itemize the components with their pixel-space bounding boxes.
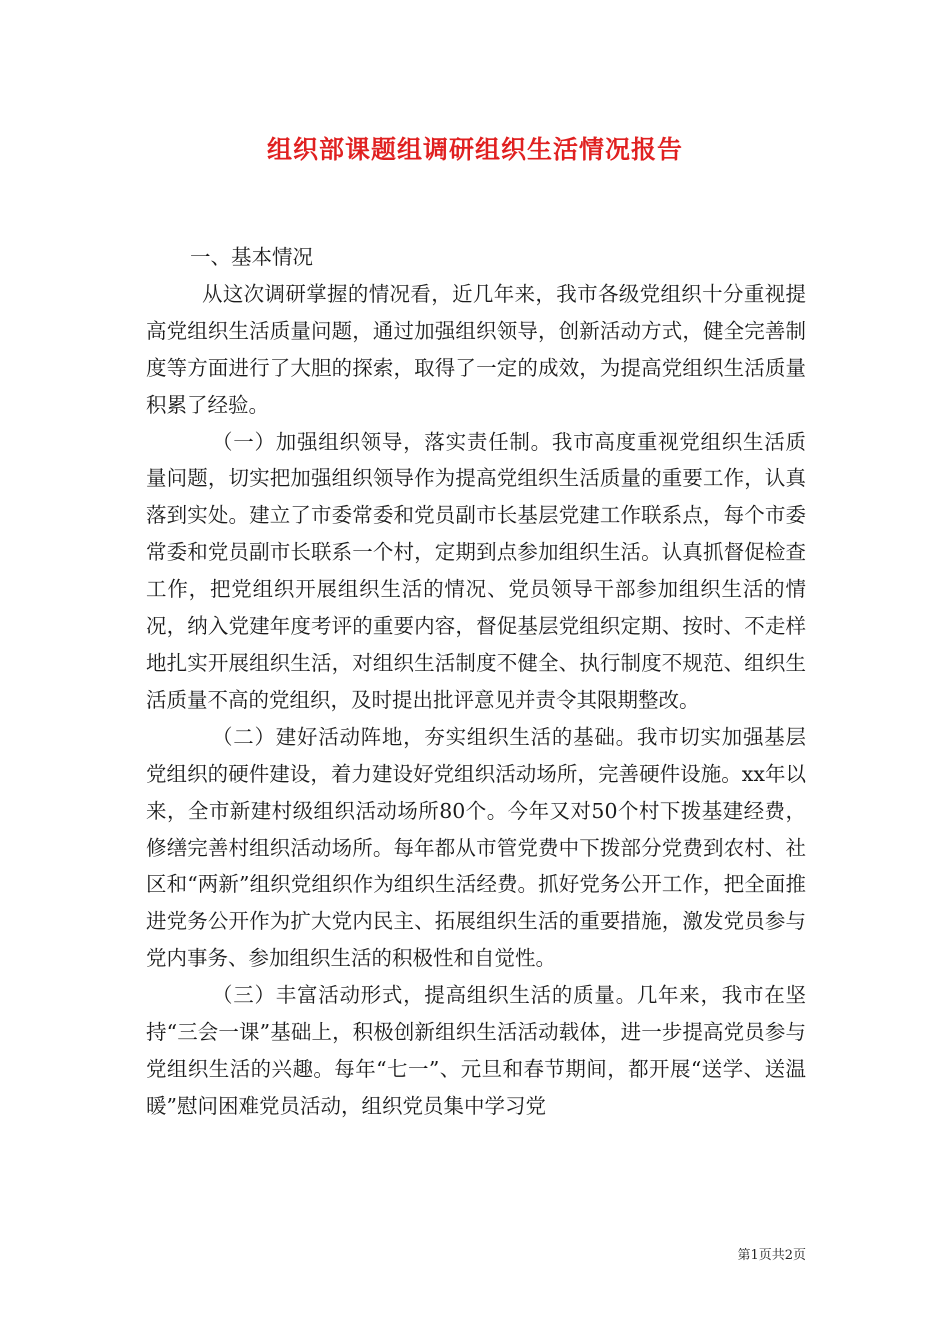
paragraph-section-1: （一）加强组织领导，落实责任制。我市高度重视党组织生活质量问题，切实把加强组织领导作为提高党组织生活质量的重要工作，认真落到实处。建立了市委常委和党员副市长基层党建工作联系点，每个市委常委和党员副市长联系一个村，定期到点参加组织生活。认真抓督促检查工作，把党组织开展组织生活的情况、党员领导干部参加组织生活的情况，纳入党建年度考评的重要内容，督促基层党组织定期、按时、不走样地扎实开展组织生活，对组织生活制度不健全、执行制度不规范、组织生活质量不高的党组织，及时提出批评意见并责令其限期整改。	[146, 429, 806, 712]
document-title: 组织部课题组调研组织生活情况报告	[266, 135, 683, 164]
intro-paragraph: 从这次调研掌握的情况看，近几年来，我市各级党组织十分重视提高党组织生活质量问题，通过加强组织领导，创新活动方式，健全完善制度等方面进行了大胆的探索，取得了一定的成效，为提高党组织生活质量积累了经验。	[146, 281, 806, 417]
paragraph-section-3: （三）丰富活动形式，提高组织生活的质量。几年来，我市在坚持“三会一课”基础上，积极创新组织生活活动载体，进一步提高党员参与党组织生活的兴趣。每年“七一”、元旦和春节期间，都开展“送学、送温暖”慰问困难党员活动，组织党员集中学习党	[146, 983, 806, 1118]
page-number-footer: 第1页共2页	[737, 1248, 806, 1263]
paragraph-section-2: （二）建好活动阵地，夯实组织生活的基础。我市切实加强基层党组织的硬件建设，着力建设好党组织活动场所，完善硬件设施。xx年以来，全市新建村级组织活动场所80个。今年又对50个村下拨基建经费，修缮完善村组织活动场所。每年都从市管党费中下拨部分党费到农村、社区和“两新”组织党组织作为组织生活经费。抓好党务公开工作，把全面推进党务公开作为扩大党内民主、拓展组织生活的重要措施，激发党员参与党内事务、参加组织生活的积极性和自觉性。	[146, 724, 806, 971]
document-body	[146, 239, 806, 1125]
section-heading-basic: 一、基本情况	[190, 245, 313, 269]
